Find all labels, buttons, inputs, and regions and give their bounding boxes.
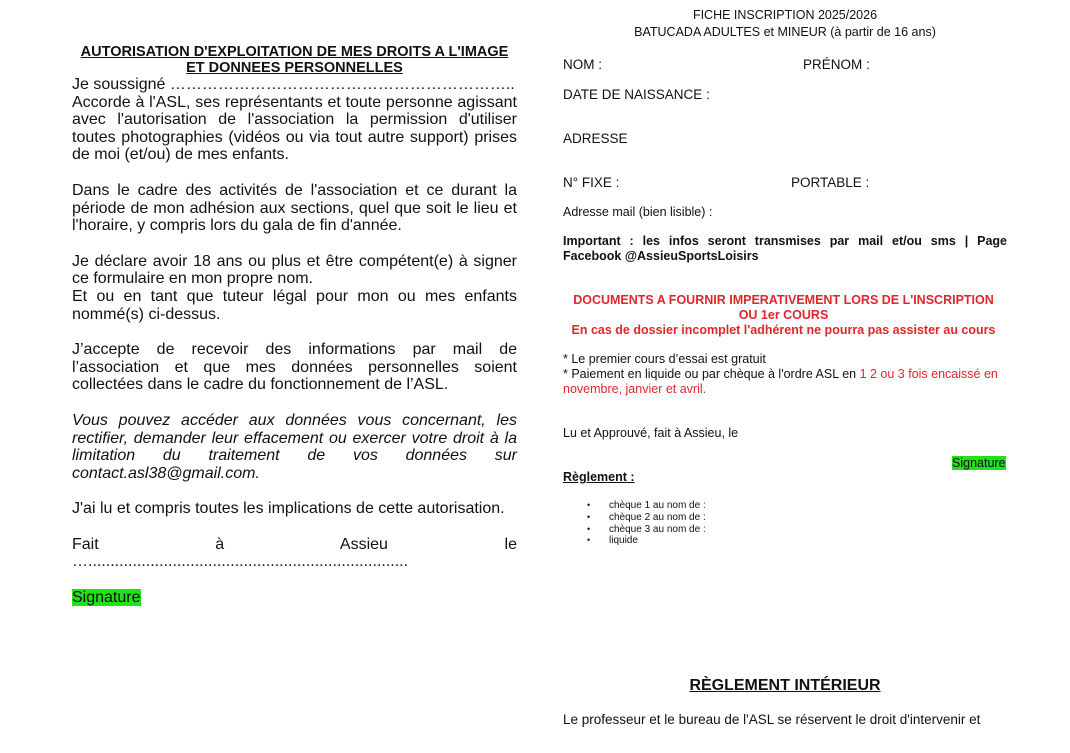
form-header-subtitle: BATUCADA ADULTES et MINEUR (à partir de 16 ans) (634, 25, 936, 39)
payment-section-label: Règlement : (563, 470, 635, 484)
guardian-declaration: Et ou en tant que tuteur légal pour mon ou mes enfants nommé(s) ci-dessus. (72, 287, 517, 323)
documents-title-line2: OU 1er COURS (738, 308, 829, 322)
email-label: Adresse mail (bien lisible) : (563, 205, 713, 219)
mobile-label: PORTABLE : (791, 175, 870, 190)
landline-label: N° FIXE : (563, 175, 620, 190)
list-item: • chèque 1 au nom de : (587, 500, 706, 512)
free-trial-note: * Le premier cours d’essai est gratuit (563, 352, 766, 366)
payment-note-text: * Paiement en liquide ou par chèque à l'ordre ASL en (563, 367, 860, 381)
place-date-line: Fait à Assieu le …........................................................................ (72, 535, 517, 571)
data-consent-paragraph: J’accepte de recevoir des informations par mail de l’association et que mes données personnelles soient collectées dans le cadre du fonctionnement de l’ASL. (72, 341, 517, 394)
address-label: ADRESSE (563, 131, 628, 146)
undersigned-line: Je soussigné ……………………………………………………….. (72, 76, 515, 93)
payment-methods-list (587, 500, 706, 547)
list-item: • chèque 3 au nom de : (587, 524, 706, 536)
acknowledgement-line: J'ai lu et compris toutes les implications de cette autorisation. (72, 500, 505, 518)
scope-paragraph: Dans le cadre des activités de l'association et ce durant la période de mon adhésion aux sections, quel que soit le lieu et l'horaire, y compris lors du gala de fin d'année. (72, 181, 517, 235)
approval-line: Lu et Approuvé, fait à Assieu, le (563, 426, 739, 440)
birthdate-label: DATE DE NAISSANCE : (563, 87, 710, 102)
rules-text: Le professeur et le bureau de l'ASL se réservent le droit d'intervenir et (563, 712, 981, 727)
data-rights-paragraph: Vous pouvez accéder aux données vous concernant, les rectifier, demander leur effacement ou exercer votre droit à la limitation du traitement de vos données sur contact.asl38@gmail.com. (72, 411, 517, 482)
rules-title: RÈGLEMENT INTÉRIEUR (689, 677, 881, 694)
important-notice: Important : les infos seront transmises par mail et/ou sms | Page Facebook @AssieuSportsLoisirs (563, 234, 1007, 263)
list-item: • chèque 2 au nom de : (587, 512, 706, 524)
signature-label: Signature (72, 589, 141, 607)
incomplete-file-warning: En cas de dossier incomplet l'adhérent ne pourra pas assister au cours (571, 323, 996, 337)
form-signature-label: Signature (952, 456, 1006, 470)
payment-note (563, 367, 1009, 397)
payment-schedule-text: 1 2 ou 3 fois encaissé en novembre, janvier et avril. (563, 367, 998, 396)
form-header-title: FICHE INSCRIPTION 2025/2026 (692, 8, 878, 22)
prenom-label: PRÉNOM : (803, 57, 870, 72)
documents-title-line1: DOCUMENTS A FOURNIR IMPERATIVEMENT LORS DE L'INSCRIPTION (573, 293, 994, 307)
nom-label: NOM : (563, 57, 602, 72)
image-rights-authorization (72, 44, 517, 607)
age-declaration: Je déclare avoir 18 ans ou plus et être compétent(e) à signer ce formulaire en mon propre nom. (72, 252, 517, 288)
authorization-title: AUTORISATION D'EXPLOITATION DE MES DROITS A L'IMAGE ET DONNEES PERSONNELLES (80, 44, 509, 76)
list-item: • liquide (587, 535, 706, 547)
grant-paragraph: Accorde à l'ASL, ses représentants et toute personne agissant avec l'autorisation de l'association la permission d'utiliser toutes photographies (vidéos ou via tout autre support) prises de moi (et/ou) de mes enfants. (72, 93, 517, 164)
